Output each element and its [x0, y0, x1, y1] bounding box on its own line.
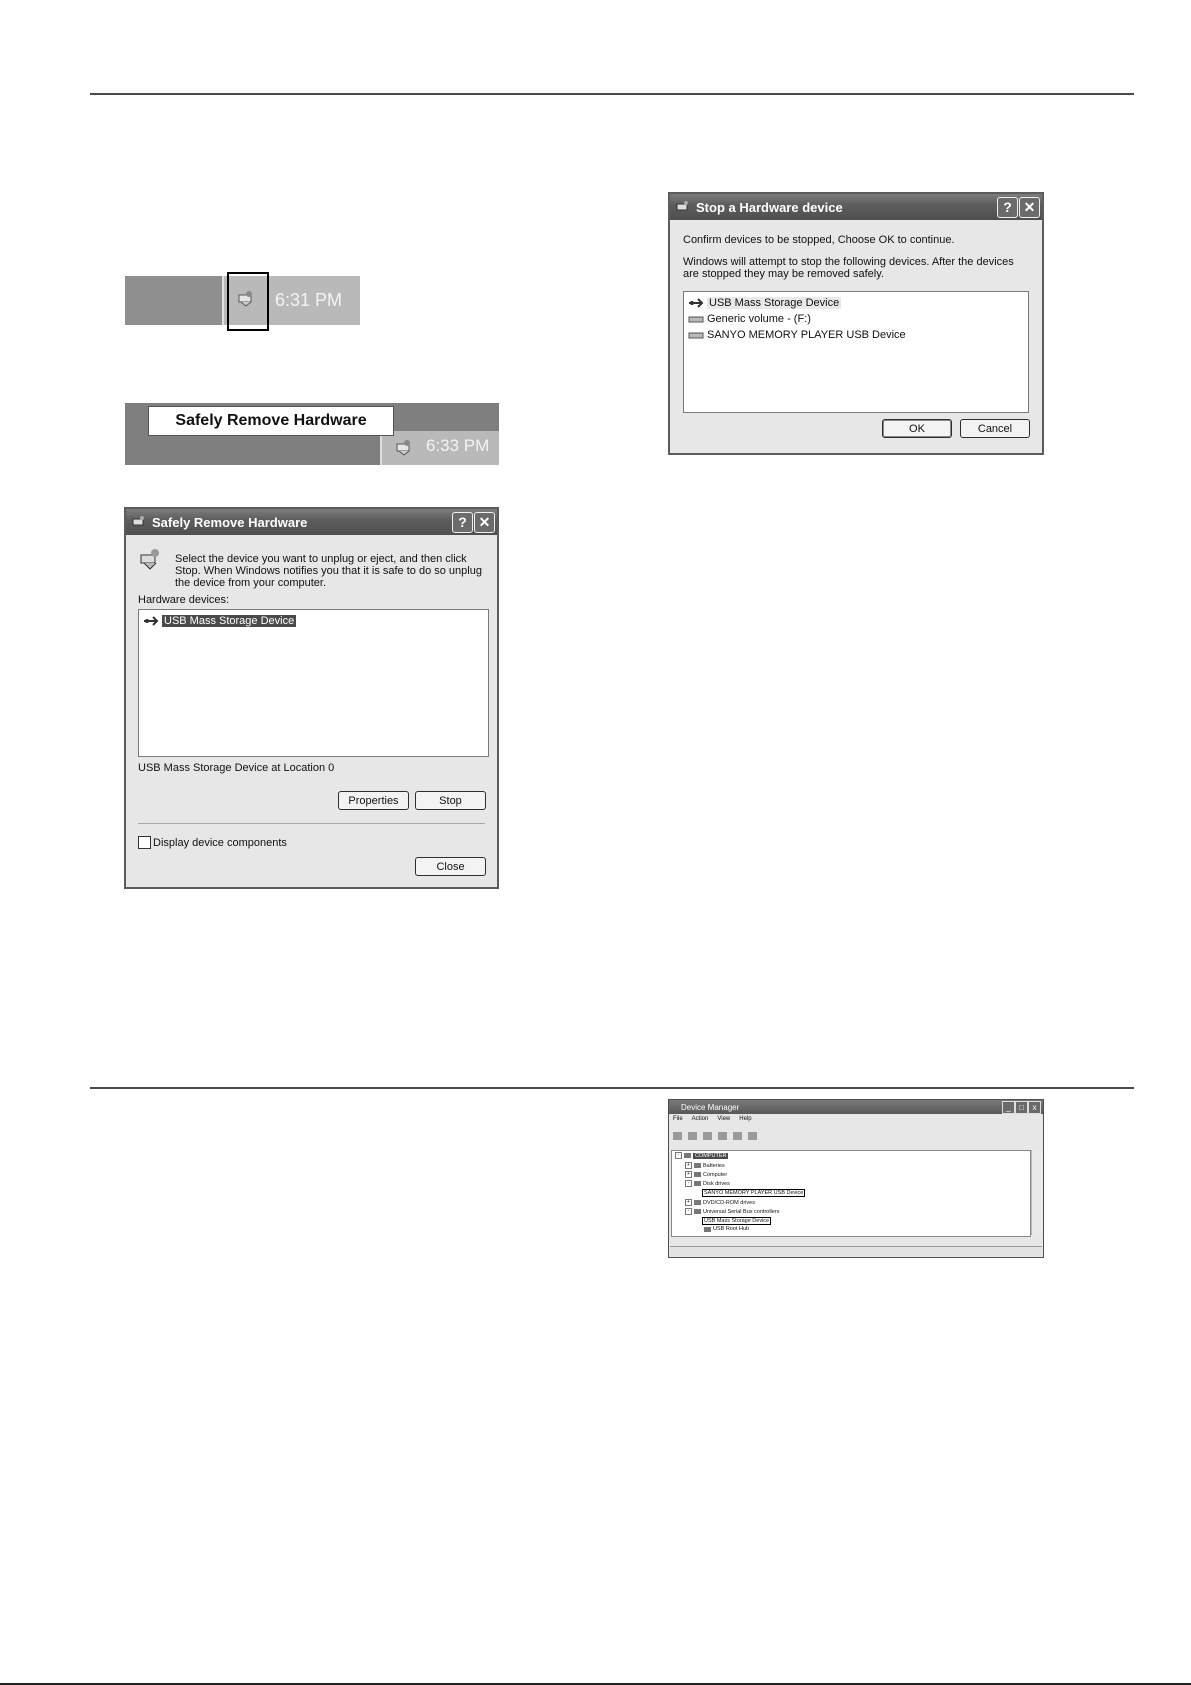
- hardware-devices-list[interactable]: [138, 609, 489, 757]
- device-manager-window: [668, 1099, 1044, 1258]
- device-name: SANYO MEMORY PLAYER USB Device: [707, 328, 906, 341]
- icon-highlight-box: [227, 272, 269, 331]
- toolbar: [673, 1132, 757, 1143]
- device-name: USB Mass Storage Device: [709, 296, 840, 309]
- hardware-icon: [676, 200, 690, 214]
- close-icon[interactable]: x: [1028, 1101, 1041, 1114]
- cancel-button[interactable]: Cancel: [960, 419, 1030, 438]
- title-bar: [126, 509, 497, 535]
- menu-action[interactable]: Action: [691, 1116, 709, 1122]
- tree-node-usb-controllers[interactable]: - Universal Serial Bus controllers: [685, 1208, 779, 1215]
- close-button[interactable]: Close: [415, 857, 486, 876]
- stop-hardware-device-dialog: [668, 192, 1044, 455]
- stop-button[interactable]: Stop: [415, 791, 486, 810]
- hardware-devices-label: Hardware devices:: [138, 594, 230, 606]
- menu-bar: [673, 1116, 752, 1122]
- print-icon[interactable]: [718, 1132, 727, 1140]
- device-icon: [138, 547, 162, 571]
- list-item[interactable]: [688, 311, 811, 326]
- tree-node-computer[interactable]: - COMPUTER: [675, 1152, 728, 1159]
- tree-node-sanyo[interactable]: SANYO MEMORY PLAYER USB Device: [704, 1190, 804, 1196]
- info-text: Windows will attempt to stop the following devices. After the devices are stopped they may be removed safely.: [683, 256, 1014, 280]
- menu-view[interactable]: View: [717, 1116, 731, 1122]
- title-bar: [669, 1100, 1043, 1114]
- device-name: Generic volume - (F:): [707, 312, 811, 325]
- hardware-icon: [132, 515, 146, 529]
- confirm-text: Confirm devices to be stopped, Choose OK to continue.: [683, 234, 955, 246]
- window-title: Device Manager: [681, 1102, 740, 1112]
- scan-icon[interactable]: [748, 1132, 757, 1140]
- top-divider: [90, 93, 1134, 95]
- menu-file[interactable]: File: [673, 1116, 683, 1122]
- list-item[interactable]: [688, 295, 841, 310]
- ok-button[interactable]: OK: [882, 419, 952, 438]
- properties-icon[interactable]: [703, 1132, 712, 1140]
- vertical-scrollbar[interactable]: [1031, 1150, 1042, 1235]
- close-icon[interactable]: ✕: [474, 512, 495, 533]
- tree-node-batteries[interactable]: + Batteries: [685, 1162, 725, 1169]
- safely-remove-hardware-tooltip[interactable]: Safely Remove Hardware: [148, 406, 394, 436]
- maximize-icon[interactable]: □: [1015, 1101, 1028, 1114]
- help-button[interactable]: ?: [997, 197, 1018, 218]
- tree-node-disk-drives[interactable]: - Disk drives: [685, 1180, 730, 1187]
- drive-icon: [688, 313, 704, 325]
- safely-remove-hardware-dialog: [124, 507, 499, 889]
- middle-divider: [90, 1087, 1134, 1089]
- devices-to-stop-list[interactable]: [683, 291, 1029, 413]
- tree-node-usb-mass-storage[interactable]: USB Mass Storage Device: [704, 1218, 770, 1224]
- menu-help[interactable]: Help: [739, 1116, 752, 1122]
- instruction-text: Select the device you want to unplug or eject, and then click Stop. When Windows notifies you that it is safe to do so unplug the device from your computer.: [175, 553, 482, 589]
- clock[interactable]: 6:31 PM: [275, 290, 343, 310]
- device-name: USB Mass Storage Device: [164, 614, 295, 627]
- list-item[interactable]: [143, 613, 296, 628]
- minimize-icon[interactable]: _: [1002, 1101, 1015, 1114]
- device-location: USB Mass Storage Device at Location 0: [138, 762, 335, 774]
- tree-node-dvd[interactable]: + DVD/CD-ROM drives: [685, 1199, 755, 1206]
- close-icon[interactable]: ✕: [1019, 197, 1040, 218]
- display-components-checkbox[interactable]: [138, 836, 151, 849]
- dialog-title: Stop a Hardware device: [696, 199, 843, 215]
- drive-icon: [688, 329, 704, 341]
- safely-remove-hardware-icon[interactable]: [395, 439, 413, 457]
- forward-icon[interactable]: [688, 1132, 697, 1140]
- divider: [138, 823, 485, 824]
- dialog-title: Safely Remove Hardware: [152, 514, 308, 530]
- help-icon[interactable]: [733, 1132, 742, 1140]
- properties-button[interactable]: Properties: [338, 791, 409, 810]
- usb-icon: [688, 297, 704, 309]
- help-button[interactable]: ?: [452, 512, 473, 533]
- list-item[interactable]: [688, 327, 906, 342]
- usb-icon: [143, 615, 159, 627]
- title-bar: [670, 194, 1042, 220]
- status-bar: [670, 1246, 1042, 1256]
- device-tree[interactable]: [671, 1150, 1031, 1237]
- clock[interactable]: 6:33 PM: [426, 436, 490, 455]
- tree-node-usb-root-hub[interactable]: USB Root Hub: [704, 1226, 749, 1232]
- display-components-label[interactable]: Display device components: [153, 837, 287, 849]
- back-icon[interactable]: [673, 1132, 682, 1140]
- tree-node-computer-class[interactable]: + Computer: [685, 1171, 727, 1178]
